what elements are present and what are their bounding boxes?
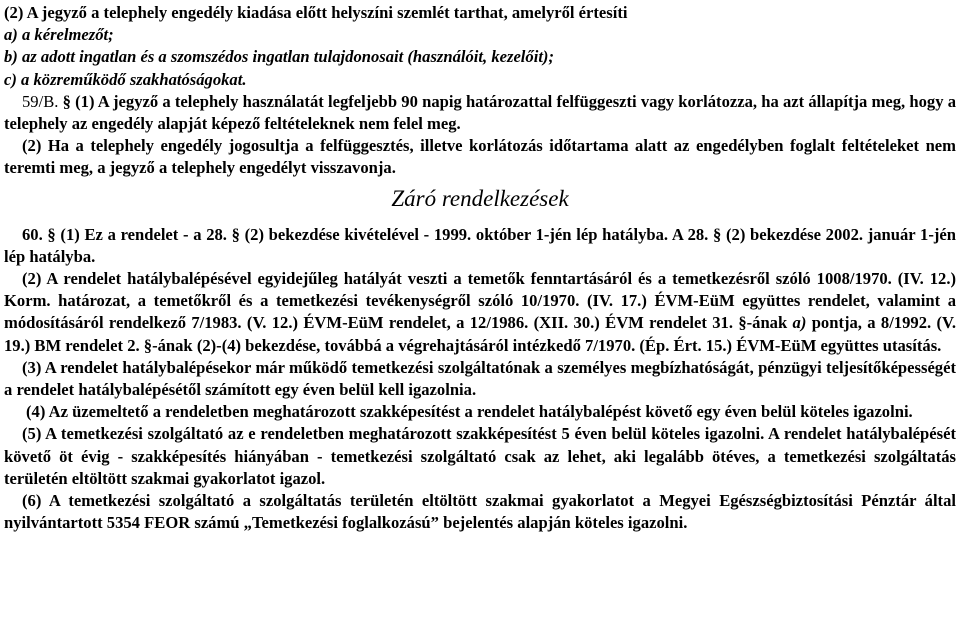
paragraph-60-4	[4, 401, 956, 423]
section-heading: Záró rendelkezések	[391, 185, 569, 211]
paragraph-59b-1	[4, 91, 956, 135]
paragraph-text: (6) A temetkezési szolgáltató a szolgáltatás területén eltöltött szakmai gyakorlatot a Megyei Egészségbiztosítási Pénztár által nyilvántartott 5354 FEOR számú „Temetkezési foglalkozású” bejelentés alapján köteles igazolni.	[4, 491, 956, 533]
paragraph-text: (4) Az üzemeltető a rendeletben meghatározott szakképesítést a rendelet hatálybalépést követő egy éven belül köteles igazolni.	[26, 402, 913, 422]
text-line: b) az adott ingatlan és a szomszédos ingatlan tulajdonosait (használóit, kezelőit);	[4, 47, 554, 67]
text-line: a) a kérelmezőt;	[4, 25, 114, 45]
paragraph-text: § (1) A jegyző a telephely használatát legfeljebb 90 napig határozattal felfüggeszti vagy korlátozza, ha azt állapítja meg, hogy a telephely az engedély alapját képező feltételeknek nem felel meg.	[4, 91, 956, 134]
paragraph-60-5	[4, 423, 956, 490]
paragraph-60-1	[4, 224, 956, 268]
paragraph-text: (3) A rendelet hatálybalépésekor már működő temetkezési szolgáltatónak a személyes megbízhatóságát, pénzügyi teljesítőképességét a rendelet hatálybalépésétől számított egy éven belül kell igazolnia.	[4, 357, 956, 400]
paragraph-60-3	[4, 357, 956, 401]
list-item-c	[4, 69, 956, 91]
paragraph-59a-2	[4, 2, 956, 24]
italic-point: a)	[792, 313, 807, 333]
text-line: c) a közreműködő szakhatóságokat.	[4, 69, 247, 89]
paragraph-59b-2	[4, 135, 956, 179]
paragraph-text: (2) Ha a telephely engedély jogosultja a felfüggesztés, illetve korlátozás időtartama alatt az engedélyben foglalt feltételeket nem teremti meg, a jegyző a telephely engedélyt visszavonja.	[4, 136, 956, 178]
paragraph-60-2	[4, 268, 956, 357]
paragraph-60-6	[4, 490, 956, 534]
section-number: 59/B.	[22, 91, 63, 111]
paragraph-text: (5) A temetkezési szolgáltató az e rendeletben meghatározott szakképesítést 5 éven belül köteles igazolni. A rendelet hatálybalépését követő öt évig - szakképesítés hiányában - temetkezési szolgáltató csak az lehet, aki legalább ötéves, a temetkezési szolgáltatás területén eltöltött szakmai gyakorlatot igazol.	[4, 424, 956, 488]
text-line: (2) A jegyző a telephely engedély kiadása előtt helyszíni szemlét tarthat, amelyről értesíti	[4, 3, 628, 22]
paragraph-text: pontja, a 8/1992. (V. 19.) BM rendelet 2. §-ának (2)-(4) bekezdése, továbbá a végrehajtásáról intézkedő 7/1970. (Ép. Ért. 15.) ÉVM-EüM együttes utasítás.	[4, 313, 956, 355]
list-item-a	[4, 24, 956, 46]
paragraph-text: (2) A rendelet hatálybalépésével egyidejűleg hatályát veszti a temetők fenntartásáról és a temetkezésről szóló 1008/1970. (IV. 12.) Korm. határozat, a temetőkről és a temetkezési tevékenységről szóló 10/1970. (IV. 17.) ÉVM-EüM együttes rendelet, valamint a módosításáról rendelkező 7/1983. (V. 12.) ÉVM-EüM rendelet, a 12/1986. (XII. 30.) ÉVM rendelet 31. §-ának	[4, 269, 956, 333]
list-item-b	[4, 46, 956, 68]
paragraph-text: 60. § (1) Ez a rendelet - a 28. § (2) bekezdése kivételével - 1999. október 1-jén lép hatályba. A 28. § (2) bekezdése 2002. január 1-jén lép hatályba.	[4, 224, 956, 266]
